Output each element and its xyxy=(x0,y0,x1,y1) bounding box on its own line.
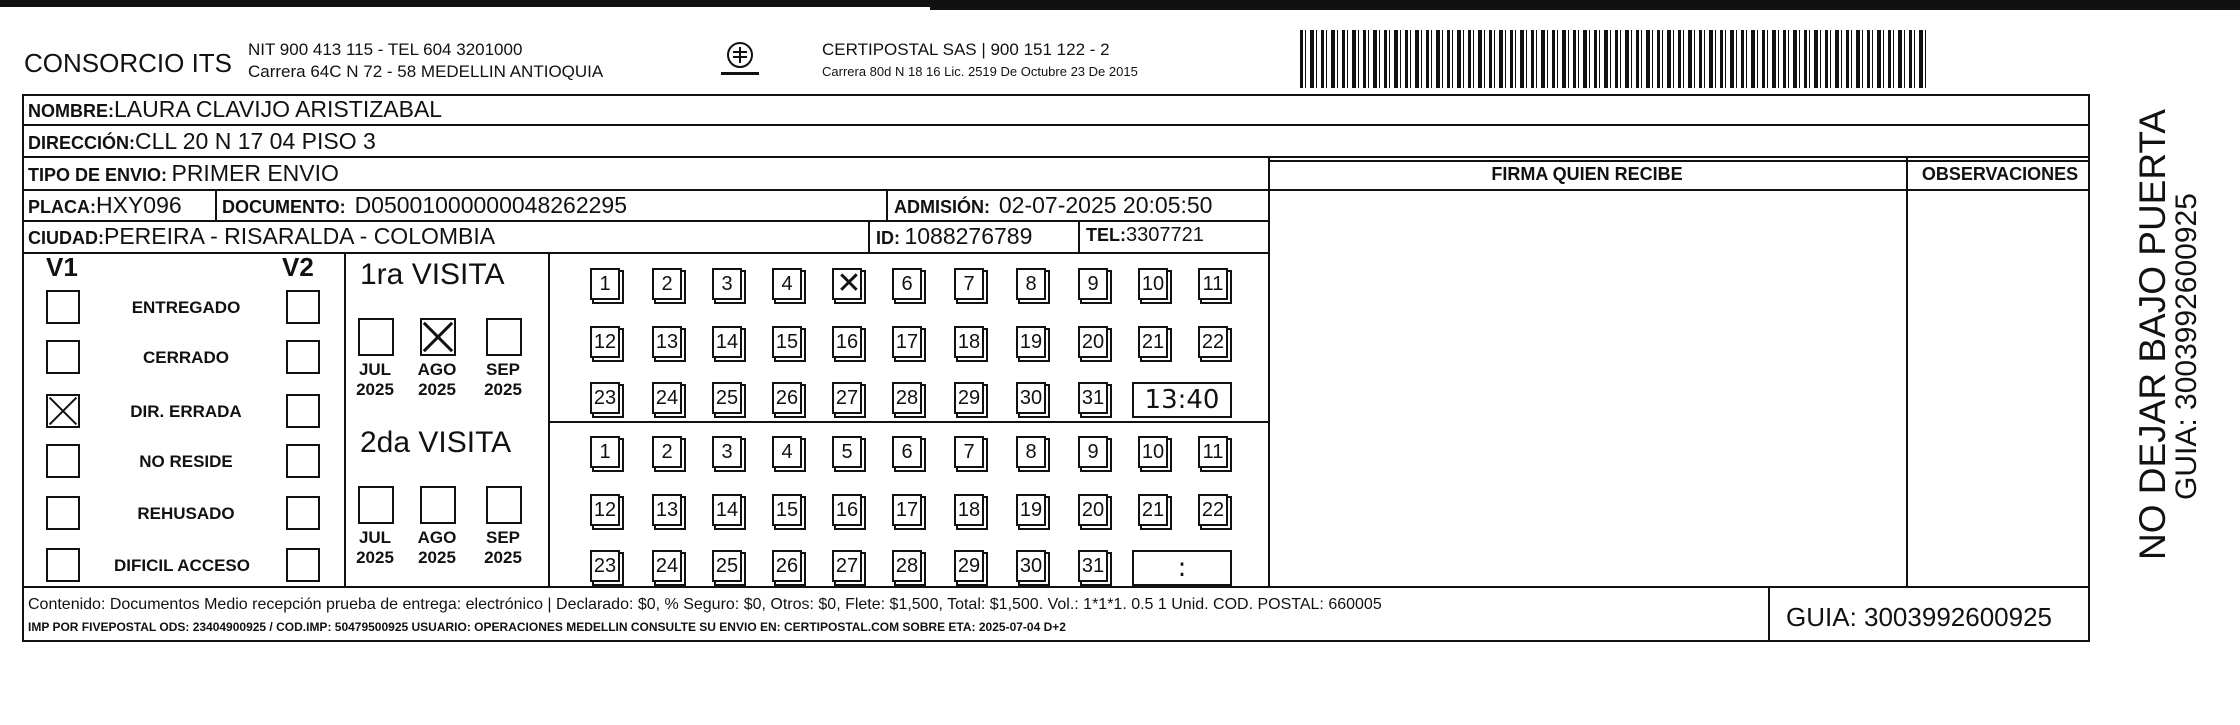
month-label: SEP 2025 xyxy=(484,360,522,399)
month-checkbox[interactable] xyxy=(358,486,394,524)
imp-text: IMP POR FIVEPOSTAL ODS: 23404900925 / COD.IMP: 50479500925 USUARIO: OPERACIONES MEDELLIN CONSULTE SU ENVIO EN: CERTIPOSTAL.COM SOBRE ETA: 2025-07-04 D+2 xyxy=(28,620,1066,634)
day-box[interactable]: 24 xyxy=(652,382,682,414)
day-box[interactable]: 10 xyxy=(1138,436,1168,468)
day-box[interactable]: 5 xyxy=(832,436,862,468)
day-box[interactable]: 18 xyxy=(954,326,984,358)
v2-header: V2 xyxy=(282,252,314,282)
month-label: AGO 2025 xyxy=(417,360,457,399)
day-box[interactable]: 6 xyxy=(892,436,922,468)
placa-field: PLACA:HXY096 xyxy=(28,192,182,218)
day-box[interactable]: 11 xyxy=(1198,268,1228,300)
day-box[interactable]: 22 xyxy=(1198,494,1228,526)
day-box[interactable]: 25 xyxy=(712,550,742,582)
month-label: AGO 2025 xyxy=(417,528,457,567)
v2-checkbox[interactable] xyxy=(286,496,320,530)
month-label: SEP 2025 xyxy=(484,528,522,567)
day-box[interactable]: 16 xyxy=(832,494,862,526)
status-option-label: CERRADO xyxy=(143,348,229,367)
day-box[interactable]: 3 xyxy=(712,268,742,300)
day-box[interactable]: 12 xyxy=(590,494,620,526)
day-box[interactable]: 1 xyxy=(590,268,620,300)
company-name: CONSORCIO ITS xyxy=(24,48,233,78)
direccion-field: DIRECCIÓN:CLL 20 N 17 04 PISO 3 xyxy=(28,128,376,154)
day-box[interactable]: 30 xyxy=(1016,382,1046,414)
month-checkbox[interactable] xyxy=(486,486,522,524)
day-box[interactable]: 7 xyxy=(954,436,984,468)
day-box[interactable]: 4 xyxy=(772,268,802,300)
day-box[interactable]: 3 xyxy=(712,436,742,468)
documento-field: DOCUMENTO: D05001000000048262295 xyxy=(222,192,628,218)
day-box[interactable]: 11 xyxy=(1198,436,1228,468)
admision-field: ADMISIÓN: 02-07-2025 20:05:50 xyxy=(894,192,1213,218)
day-box[interactable]: 20 xyxy=(1078,494,1108,526)
day-box[interactable]: 23 xyxy=(590,382,620,414)
day-box[interactable]: 14 xyxy=(712,326,742,358)
day-box[interactable]: 8 xyxy=(1016,436,1046,468)
day-box[interactable]: 8 xyxy=(1016,268,1046,300)
top-border xyxy=(0,0,2240,7)
v1-checkbox[interactable] xyxy=(46,444,80,478)
status-option-label: ENTREGADO xyxy=(131,298,241,317)
month-checkbox[interactable] xyxy=(420,486,456,524)
v1-checkbox[interactable] xyxy=(46,340,80,374)
v2-checkbox[interactable] xyxy=(286,548,320,582)
barcode xyxy=(1300,30,1930,88)
visit-title: 2da VISITA xyxy=(360,426,512,459)
day-box[interactable]: 7 xyxy=(954,268,984,300)
day-box[interactable]: 27 xyxy=(832,382,862,414)
day-box[interactable]: 15 xyxy=(772,326,802,358)
visit-time[interactable]: 13:40 xyxy=(1132,382,1232,418)
v2-checkbox[interactable] xyxy=(286,444,320,478)
month-checkbox[interactable] xyxy=(420,318,456,356)
day-box[interactable]: 21 xyxy=(1138,494,1168,526)
month-label: JUL 2025 xyxy=(356,360,394,399)
company-address: Carrera 64C N 72 - 58 MEDELLIN ANTIOQUIA xyxy=(248,62,604,81)
status-option-label: DIFICIL ACCESO xyxy=(113,556,250,575)
month-label: JUL 2025 xyxy=(356,528,394,567)
status-option-label: REHUSADO xyxy=(137,504,235,523)
day-box[interactable]: 19 xyxy=(1016,494,1046,526)
day-box[interactable]: 27 xyxy=(832,550,862,582)
month-checkbox[interactable] xyxy=(358,318,394,356)
day-box[interactable] xyxy=(832,268,862,300)
top-border-right xyxy=(930,7,2240,10)
day-box[interactable]: 2 xyxy=(652,436,682,468)
day-box[interactable]: 13 xyxy=(652,326,682,358)
courier-address: Carrera 80d N 18 16 Lic. 2519 De Octubre 23 De 2015 xyxy=(822,64,1138,79)
day-box[interactable]: 30 xyxy=(1016,550,1046,582)
observaciones-header: OBSERVACIONES xyxy=(1921,164,2079,184)
day-box[interactable]: 15 xyxy=(772,494,802,526)
day-box[interactable]: 13 xyxy=(652,494,682,526)
day-box[interactable]: 29 xyxy=(954,382,984,414)
day-box[interactable]: 25 xyxy=(712,382,742,414)
v1-checkbox[interactable] xyxy=(46,496,80,530)
day-box[interactable]: 1 xyxy=(590,436,620,468)
guia-side: GUIA: 3003992600925 xyxy=(2170,193,2203,500)
day-box[interactable]: 19 xyxy=(1016,326,1046,358)
courier-name: CERTIPOSTAL SAS | 900 151 122 - 2 xyxy=(822,40,1110,59)
day-box[interactable]: 12 xyxy=(590,326,620,358)
day-box[interactable]: 26 xyxy=(772,550,802,582)
day-box[interactable]: 31 xyxy=(1078,550,1108,582)
day-box[interactable]: 24 xyxy=(652,550,682,582)
tipo-envio-field: TIPO DE ENVIO: PRIMER ENVIO xyxy=(28,160,339,186)
day-box[interactable]: 23 xyxy=(590,550,620,582)
status-option-label: NO RESIDE xyxy=(139,452,233,471)
visit-title: 1ra VISITA xyxy=(360,258,505,291)
day-box[interactable]: 9 xyxy=(1078,268,1108,300)
nombre-field: NOMBRE:LAURA CLAVIJO ARISTIZABAL xyxy=(28,96,443,122)
guia-footer: GUIA: 3003992600925 xyxy=(1786,602,2052,632)
ciudad-field: CIUDAD:PEREIRA - RISARALDA - COLOMBIA xyxy=(28,223,496,249)
v1-header: V1 xyxy=(46,252,78,282)
company-nit: NIT 900 413 115 - TEL 604 3201000 xyxy=(248,40,523,59)
day-box[interactable]: 26 xyxy=(772,382,802,414)
day-box[interactable]: 10 xyxy=(1138,268,1168,300)
id-field: ID: 1088276789 xyxy=(876,223,1033,249)
day-box[interactable]: 22 xyxy=(1198,326,1228,358)
day-box[interactable]: 20 xyxy=(1078,326,1108,358)
day-box[interactable]: 16 xyxy=(832,326,862,358)
v1-checkbox[interactable] xyxy=(46,394,80,428)
v2-checkbox[interactable] xyxy=(286,290,320,324)
contenido-text: Contenido: Documentos Medio recepción prueba de entrega: electrónico | Declarado: $0, % Seguro: $0, Otros: $0, Flete: $1,500, Total: $1,500. Vol.: 1*1*1. 0.5 1 Unid. COD. POSTAL: 660005 xyxy=(28,596,1382,613)
day-box[interactable]: 21 xyxy=(1138,326,1168,358)
day-box[interactable]: 6 xyxy=(892,268,922,300)
day-box[interactable]: 4 xyxy=(772,436,802,468)
certipostal-logo xyxy=(715,38,765,86)
day-box[interactable]: 9 xyxy=(1078,436,1108,468)
month-checkbox[interactable] xyxy=(486,318,522,356)
day-box[interactable]: 17 xyxy=(892,494,922,526)
tel-field: TEL:3307721 xyxy=(1086,224,1204,246)
firma-header: FIRMA QUIEN RECIBE xyxy=(1491,164,1683,184)
day-box[interactable]: 29 xyxy=(954,550,984,582)
v1-checkbox[interactable] xyxy=(46,548,80,582)
v2-checkbox[interactable] xyxy=(286,394,320,428)
v2-checkbox[interactable] xyxy=(286,340,320,374)
day-box[interactable]: 14 xyxy=(712,494,742,526)
visit-time[interactable]: : xyxy=(1132,550,1232,586)
day-box[interactable]: 2 xyxy=(652,268,682,300)
status-option-label: DIR. ERRADA xyxy=(130,402,242,421)
day-box[interactable]: 18 xyxy=(954,494,984,526)
day-box[interactable]: 31 xyxy=(1078,382,1108,414)
v1-checkbox[interactable] xyxy=(46,290,80,324)
no-dejar-bajo-puerta: NO DEJAR BAJO PUERTA xyxy=(2132,109,2173,560)
day-box[interactable]: 28 xyxy=(892,382,922,414)
day-box[interactable]: 17 xyxy=(892,326,922,358)
day-box[interactable]: 28 xyxy=(892,550,922,582)
